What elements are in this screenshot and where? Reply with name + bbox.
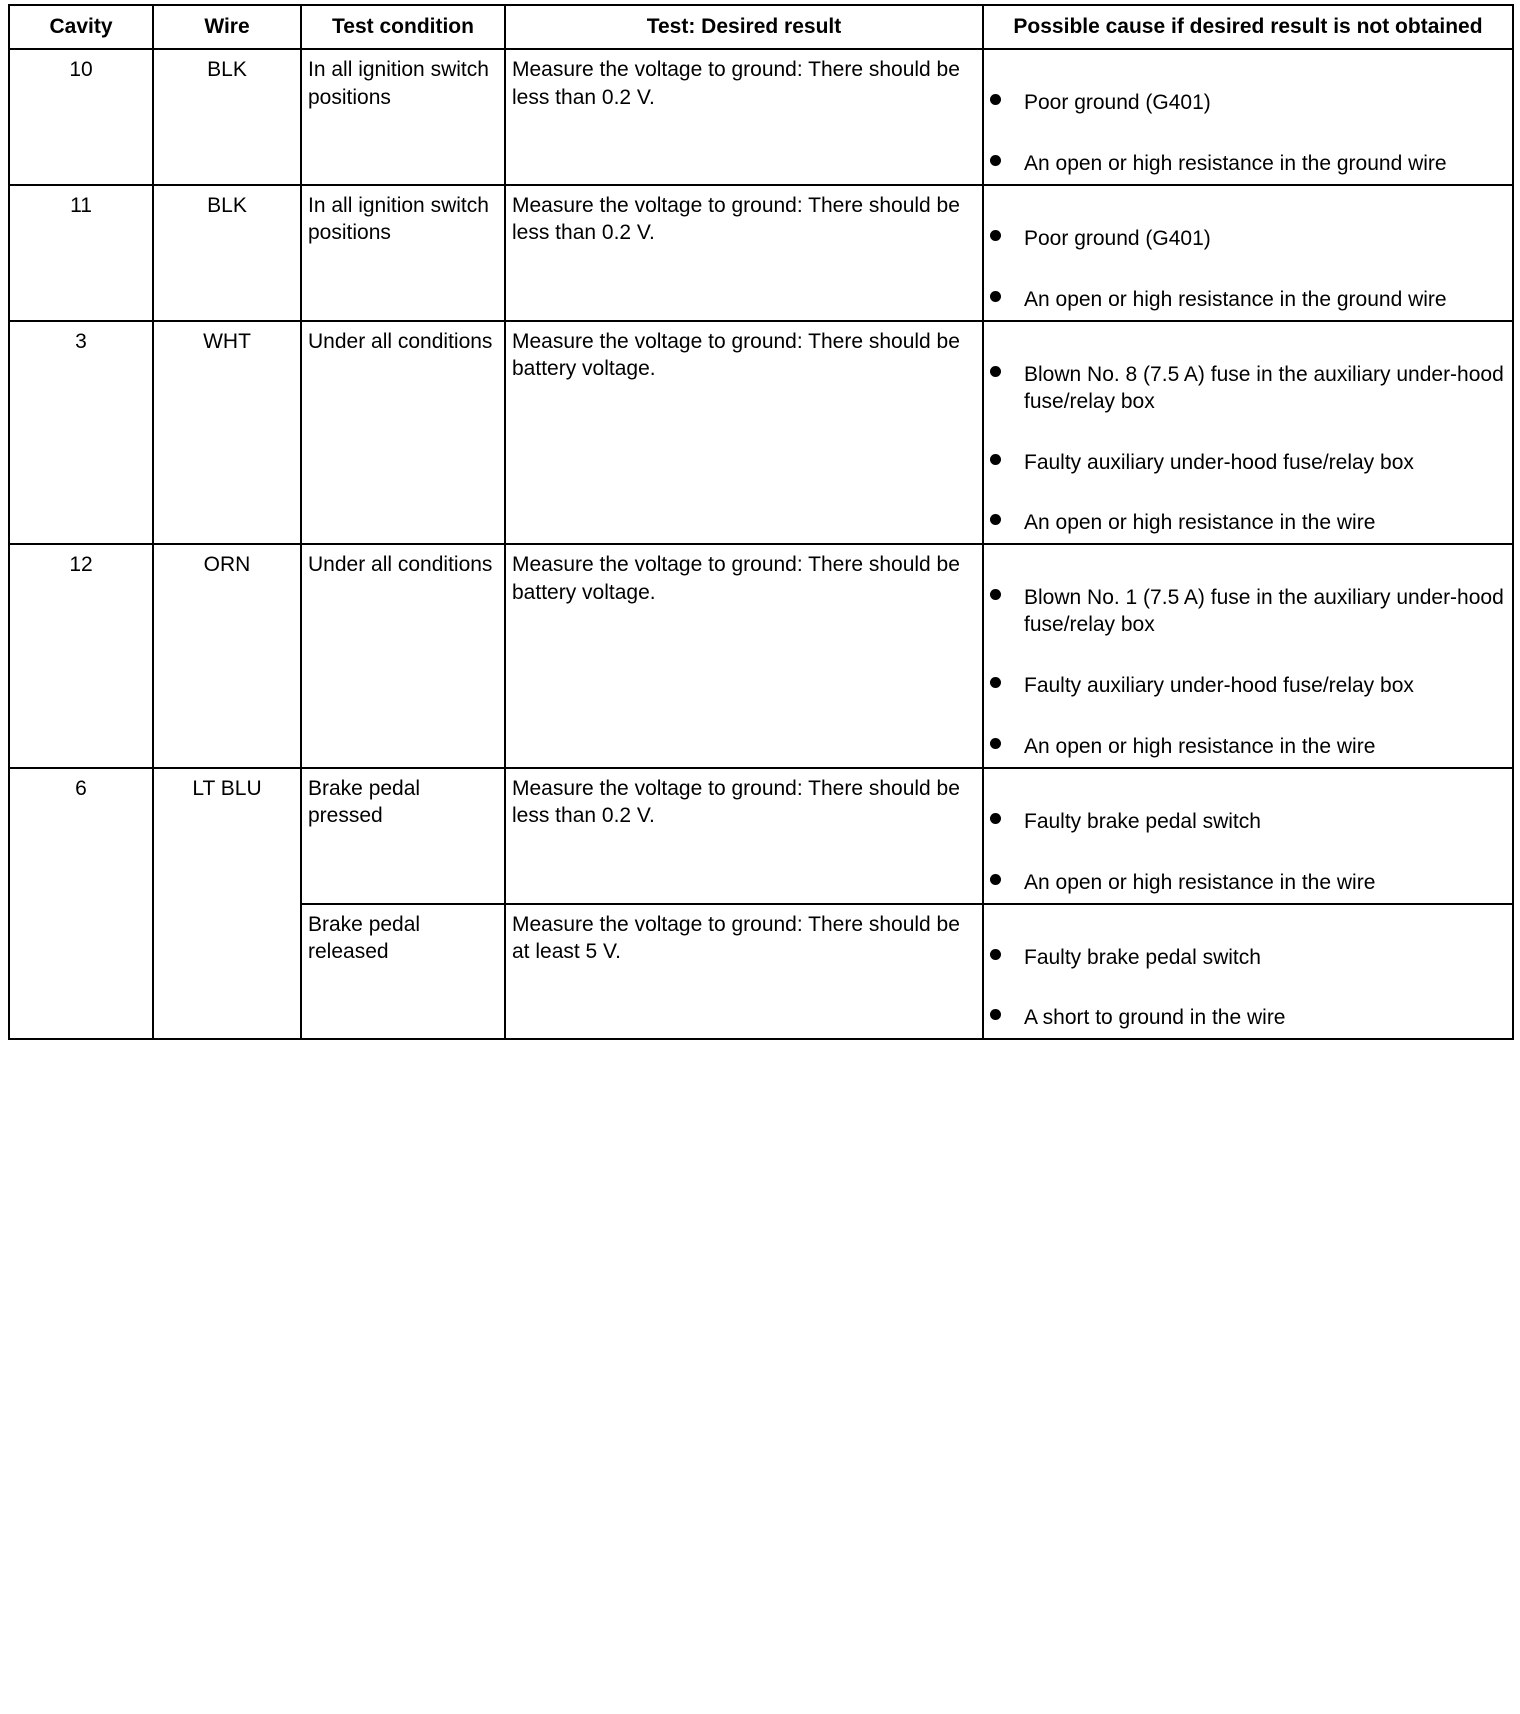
cause-text: Faulty brake pedal switch (1024, 809, 1261, 833)
cell-test-condition: Brake pedal released (301, 904, 505, 1040)
cell-possible-cause (983, 544, 1513, 768)
bullet-icon (990, 291, 1001, 302)
bullet-icon (990, 94, 1001, 105)
cause-list-item (990, 945, 1506, 972)
cell-test-condition: Under all conditions (301, 321, 505, 545)
bullet-icon (990, 454, 1001, 465)
cause-text: Blown No. 1 (7.5 A) fuse in the auxiliary under-hood fuse/relay box (1024, 586, 1504, 637)
cause-text: An open or high resistance in the ground wire (1024, 152, 1447, 176)
diagnostic-table (8, 4, 1514, 1040)
cause-text: Poor ground (G401) (1024, 91, 1211, 115)
table-row (9, 321, 1513, 545)
cell-cavity: 12 (9, 544, 153, 768)
cell-wire: ORN (153, 544, 301, 768)
cell-test-desired-result: Measure the voltage to ground: There should be at least 5 V. (505, 904, 983, 1040)
cell-test-desired-result: Measure the voltage to ground: There should be battery voltage. (505, 544, 983, 768)
column-header-test-condition: Test condition (301, 5, 505, 49)
bullet-icon (990, 813, 1001, 824)
table-body (9, 49, 1513, 1039)
cause-text: Faulty brake pedal switch (1024, 945, 1261, 969)
cause-text: An open or high resistance in the ground wire (1024, 287, 1447, 311)
table-row (9, 768, 1513, 904)
cell-test-condition: In all ignition switch positions (301, 185, 505, 321)
cell-wire: LT BLU (153, 768, 301, 1040)
bullet-icon (990, 874, 1001, 885)
column-header-cavity: Cavity (9, 5, 153, 49)
cell-wire: BLK (153, 185, 301, 321)
cause-list-item (990, 90, 1506, 117)
table-row (9, 49, 1513, 185)
cause-list-item (990, 362, 1506, 416)
cell-wire: BLK (153, 49, 301, 185)
cause-list-item (990, 287, 1506, 314)
document-page (0, 4, 1520, 1714)
bullet-icon (990, 230, 1001, 241)
cause-text: Faulty auxiliary under-hood fuse/relay box (1024, 450, 1414, 474)
cell-possible-cause (983, 321, 1513, 545)
cell-wire: WHT (153, 321, 301, 545)
bullet-icon (990, 1009, 1001, 1020)
cell-cavity: 6 (9, 768, 153, 1040)
cause-list-item (990, 450, 1506, 477)
cause-list-item (990, 734, 1506, 761)
cell-test-desired-result: Measure the voltage to ground: There should be less than 0.2 V. (505, 185, 983, 321)
bullet-icon (990, 155, 1001, 166)
cell-test-desired-result: Measure the voltage to ground: There should be less than 0.2 V. (505, 768, 983, 904)
cell-test-desired-result: Measure the voltage to ground: There should be battery voltage. (505, 321, 983, 545)
cell-test-desired-result: Measure the voltage to ground: There should be less than 0.2 V. (505, 49, 983, 185)
cell-possible-cause (983, 185, 1513, 321)
cause-text: Faulty auxiliary under-hood fuse/relay box (1024, 674, 1414, 697)
bullet-icon (990, 738, 1001, 749)
cause-text: An open or high resistance in the wire (1024, 870, 1376, 894)
cell-test-condition: In all ignition switch positions (301, 49, 505, 185)
cause-list-item (990, 870, 1506, 897)
cause-list-item (990, 510, 1506, 537)
cause-text: An open or high resistance in the wire (1024, 734, 1376, 758)
bullet-icon (990, 949, 1001, 960)
bullet-icon (990, 366, 1001, 377)
cell-possible-cause (983, 768, 1513, 904)
column-header-wire: Wire (153, 5, 301, 49)
cause-list-item (990, 151, 1506, 178)
bullet-icon (990, 589, 1001, 600)
table-header (9, 5, 1513, 49)
cause-list-item (990, 673, 1506, 700)
table-row (9, 185, 1513, 321)
column-header-possible-cause: Possible cause if desired result is not obtained (983, 5, 1513, 49)
cell-cavity: 11 (9, 185, 153, 321)
column-header-test-desired-result: Test: Desired result (505, 5, 983, 49)
cause-text: Poor ground (G401) (1024, 227, 1211, 250)
table-row (9, 544, 1513, 768)
cell-test-condition: Brake pedal pressed (301, 768, 505, 904)
cause-text: Blown No. 8 (7.5 A) fuse in the auxiliary under-hood fuse/relay box (1024, 362, 1504, 413)
cause-text: A short to ground in the wire (1024, 1006, 1286, 1030)
cause-list-item (990, 809, 1506, 836)
cell-test-condition: Under all conditions (301, 544, 505, 768)
cell-possible-cause (983, 49, 1513, 185)
cause-list-item (990, 226, 1506, 253)
cell-cavity: 10 (9, 49, 153, 185)
bullet-icon (990, 677, 1001, 688)
table-header-row (9, 5, 1513, 49)
cause-list-item (990, 585, 1506, 639)
cell-cavity: 3 (9, 321, 153, 545)
cause-list-item (990, 1005, 1506, 1032)
bullet-icon (990, 514, 1001, 525)
cause-text: An open or high resistance in the wire (1024, 511, 1376, 535)
cell-possible-cause (983, 904, 1513, 1040)
